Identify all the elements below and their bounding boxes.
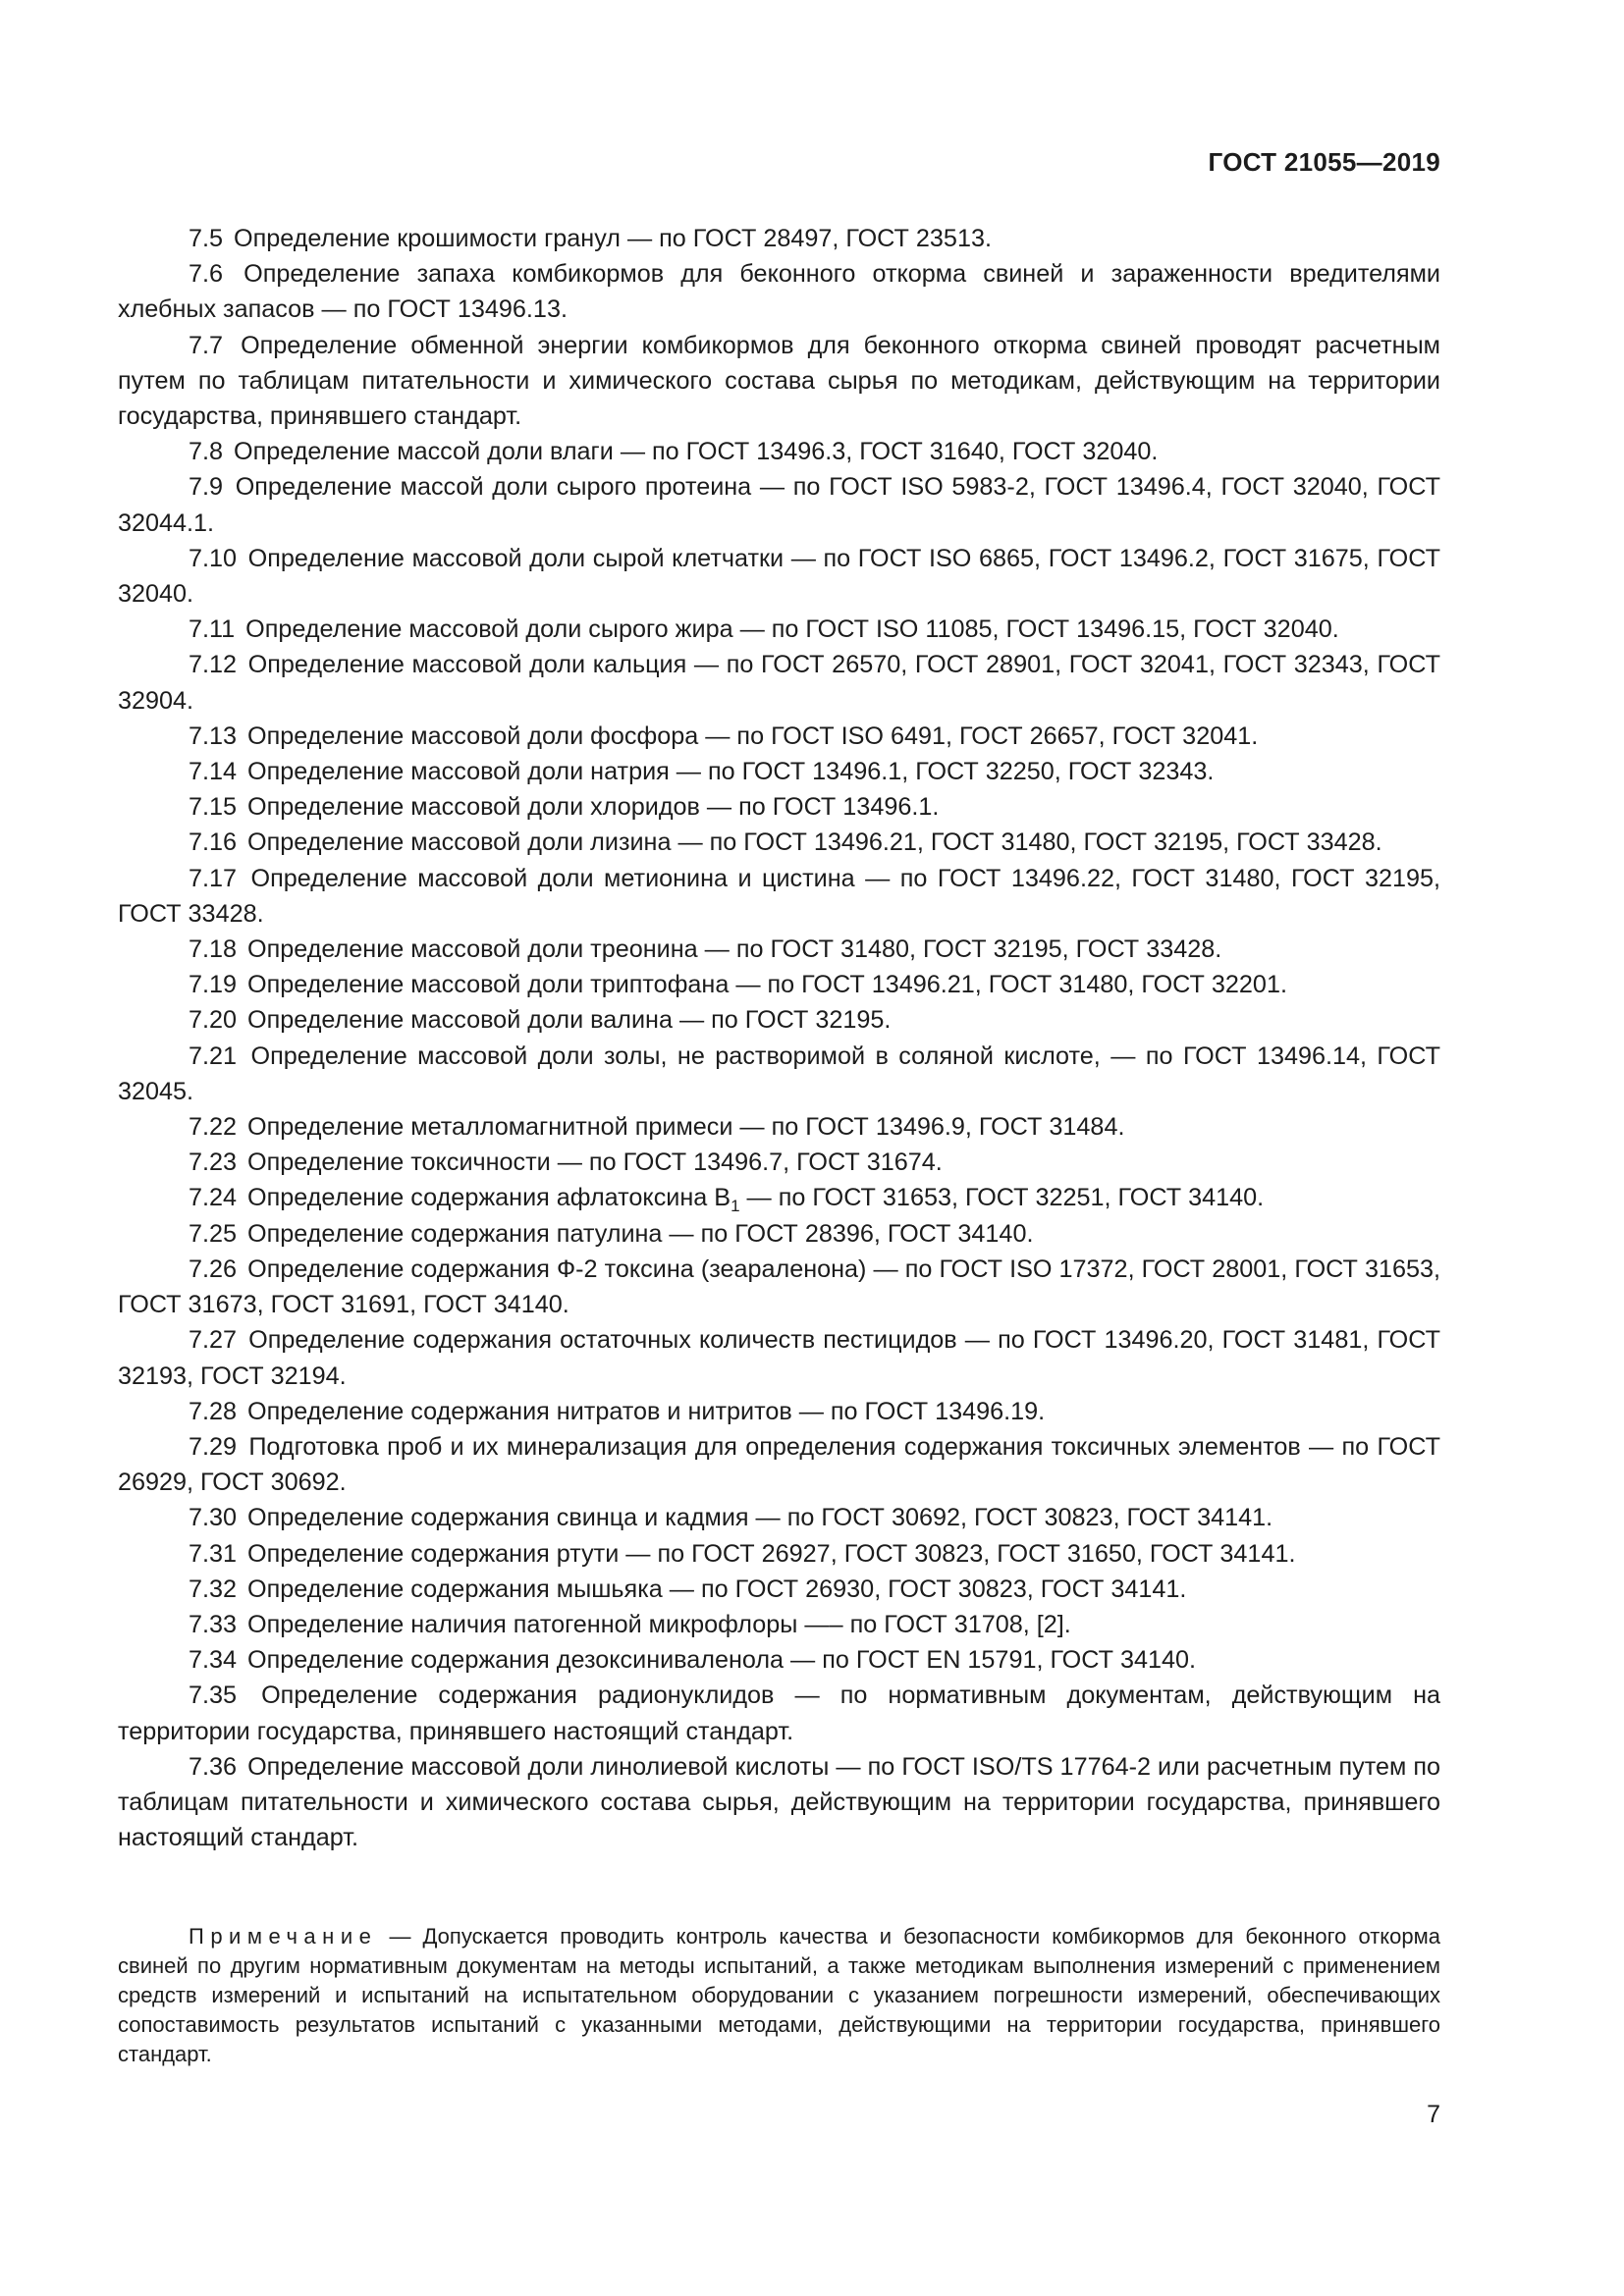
clause-7-20 [118, 1002, 1440, 1038]
clause-7-35 [118, 1678, 1440, 1748]
clause-text: Определение содержания нитратов и нитритов — по ГОСТ 13496.19. [247, 1397, 1046, 1425]
clause-7-26 [118, 1252, 1440, 1322]
clause-text: Определение крошимости гранул — по ГОСТ 28497, ГОСТ 23513. [234, 225, 992, 252]
clause-text: Определение массовой доли сырого жира — по ГОСТ ISO 11085, ГОСТ 13496.15, ГОСТ 32040. [245, 615, 1339, 644]
clause-text: Определение массовой доли хлоридов — по ГОСТ 13496.1. [247, 793, 940, 822]
clause-text: Определение запаха комбикормов для беконного откорма свиней и зараженности вредителями хлебных запасов — по ГОСТ 13496.13. [118, 260, 1440, 324]
clause-7-16 [118, 825, 1440, 860]
clause-text: Определение массовой доли лизина — по ГОСТ 13496.21, ГОСТ 31480, ГОСТ 32195, ГОСТ 33428. [247, 828, 1382, 857]
clause-text: Определение содержания остаточных количеств пестицидов — по ГОСТ 13496.20, ГОСТ 31481, ГОСТ 32193, ГОСТ 32194. [118, 1326, 1440, 1390]
clause-number: 7.21 [189, 1041, 238, 1070]
clause-number: 7.30 [189, 1504, 238, 1532]
clause-text: Определение содержания мышьяка — по ГОСТ 26930, ГОСТ 30823, ГОСТ 34141. [247, 1575, 1187, 1603]
clause-7-30 [118, 1500, 1440, 1535]
clause-text: Определение массовой доли линолиевой кислоты — по ГОСТ ISO/TS 17764-2 или расчетным путем по таблицам питательности и химического состава сырья, действующим на территории государства, принявшего настоящий стандарт. [118, 1752, 1441, 1852]
clause-number: 7.28 [189, 1397, 238, 1425]
clause-number: 7.22 [189, 1113, 238, 1142]
page-number: 7 [1427, 2101, 1440, 2128]
clause-text: Определение содержания свинца и кадмия — по ГОСТ 30692, ГОСТ 30823, ГОСТ 34141. [247, 1504, 1273, 1532]
document-body [118, 221, 1440, 1855]
clause-number: 7.10 [189, 544, 238, 572]
document-code-header: ГОСТ 21055—2019 [1208, 147, 1440, 177]
clause-text: Определение содержания дезоксиниваленола — по ГОСТ EN 15791, ГОСТ 34140. [247, 1646, 1197, 1675]
clause-text: Определение массовой доли валина — по ГОСТ 32195. [247, 1006, 892, 1035]
clause-number: 7.23 [189, 1148, 238, 1177]
clause-number: 7.26 [189, 1255, 238, 1283]
clause-number: 7.6 [189, 260, 224, 289]
clause-7-28 [118, 1394, 1440, 1429]
clause-7-31 [118, 1536, 1440, 1572]
clause-7-10 [118, 541, 1440, 612]
clause-text: Определение массовой доли натрия — по ГОСТ 13496.1, ГОСТ 32250, ГОСТ 32343. [247, 758, 1215, 786]
clause-text: Определение содержания ртути — по ГОСТ 26927, ГОСТ 30823, ГОСТ 31650, ГОСТ 34141. [247, 1539, 1296, 1568]
clause-text: Определение содержания афлатоксина B [247, 1184, 731, 1212]
note-block [118, 1922, 1440, 2069]
clause-7-22 [118, 1109, 1440, 1145]
clause-7-5 [118, 221, 1440, 256]
clause-7-27 [118, 1322, 1440, 1393]
note-text: — Допускается проводить контроль качества и безопасности комбикормов для беконного откорма свиней по другим нормативным документам на методы испытаний, а также методикам выполнения измерений с применением средств измерений и испытаний на испытательном оборудовании с указанием погрешности измерений, обеспечивающих сопоставимость результатов испытаний с указанными методами, действующими на территории государства, принявшего стандарт. [118, 1924, 1440, 2066]
clause-text: Определение содержания патулина — по ГОСТ 28396, ГОСТ 34140. [247, 1219, 1034, 1248]
clause-7-11 [118, 612, 1440, 647]
clause-7-25 [118, 1216, 1440, 1252]
clause-number: 7.33 [189, 1610, 238, 1638]
clause-7-36 [118, 1749, 1440, 1856]
clause-text: Определение обменной энергии комбикормов для беконного откорма свиней проводят расчетным путем по таблицам питательности и химического состава сырья по методикам, действующим на территории государства, принявшего стандарт. [118, 331, 1440, 431]
clause-7-15 [118, 789, 1440, 825]
clause-number: 7.34 [189, 1646, 238, 1675]
clause-number: 7.27 [189, 1326, 238, 1355]
clause-number: 7.20 [189, 1006, 238, 1035]
note-label: Примечание [189, 1924, 378, 1949]
clause-7-21 [118, 1039, 1440, 1109]
clause-7-9 [118, 469, 1440, 540]
clause-7-6 [118, 256, 1440, 327]
clause-7-14 [118, 754, 1440, 789]
clause-text: Подготовка проб и их минерализация для определения содержания токсичных элементов — по ГОСТ 26929, ГОСТ 30692. [118, 1432, 1441, 1497]
clause-text: Определение массовой доли кальция — по ГОСТ 26570, ГОСТ 28901, ГОСТ 32041, ГОСТ 32343, ГОСТ 32904. [118, 651, 1440, 715]
clause-text: Определение массовой доли фосфора — по ГОСТ ISO 6491, ГОСТ 26657, ГОСТ 32041. [247, 721, 1259, 750]
clause-number: 7.25 [189, 1219, 238, 1248]
clause-number: 7.31 [189, 1539, 238, 1568]
clause-number: 7.14 [189, 758, 238, 786]
clause-number: 7.15 [189, 793, 238, 822]
clause-number: 7.36 [189, 1752, 238, 1781]
clause-7-12 [118, 647, 1440, 718]
clause-number: 7.17 [189, 864, 238, 892]
clause-7-32 [118, 1572, 1440, 1607]
clause-number: 7.32 [189, 1575, 238, 1603]
clause-text: Определение массовой доли метионина и цистина — по ГОСТ 13496.22, ГОСТ 31480, ГОСТ 32195, ГОСТ 33428. [118, 864, 1440, 928]
clause-7-33 [118, 1607, 1440, 1642]
clause-7-23 [118, 1145, 1440, 1180]
clause-text: Определение массовой доли триптофана — по ГОСТ 13496.21, ГОСТ 31480, ГОСТ 32201. [247, 971, 1287, 999]
clause-7-19 [118, 967, 1440, 1002]
subscript: 1 [731, 1197, 740, 1216]
clause-text: Определение содержания Ф-2 токсина (зеараленона) — по ГОСТ ISO 17372, ГОСТ 28001, ГОСТ 31653, ГОСТ 31673, ГОСТ 31691, ГОСТ 34140. [118, 1255, 1441, 1319]
clause-text: Определение токсичности — по ГОСТ 13496.7, ГОСТ 31674. [247, 1148, 943, 1177]
clause-text: Определение содержания радионуклидов — по нормативным документам, действующим на территории государства, принявшего настоящий стандарт. [118, 1682, 1440, 1745]
clause-number: 7.29 [189, 1432, 238, 1461]
clause-number: 7.13 [189, 721, 238, 750]
clause-7-34 [118, 1642, 1440, 1678]
clause-number: 7.8 [189, 438, 224, 466]
clause-number: 7.11 [189, 615, 236, 644]
clause-number: 7.12 [189, 651, 238, 679]
clause-text: Определение массовой доли треонина — по ГОСТ 31480, ГОСТ 32195, ГОСТ 33428. [247, 935, 1222, 964]
clause-number: 7.35 [189, 1682, 238, 1710]
clause-7-8 [118, 434, 1440, 469]
clause-7-13 [118, 719, 1440, 754]
clause-text-continued: — по ГОСТ 31653, ГОСТ 32251, ГОСТ 34140. [739, 1184, 1265, 1212]
clause-7-17 [118, 861, 1440, 932]
clause-number: 7.7 [189, 331, 224, 359]
clause-text: Определение массой доли влаги — по ГОСТ 13496.3, ГОСТ 31640, ГОСТ 32040. [234, 438, 1159, 466]
clause-number: 7.9 [189, 473, 224, 502]
clause-7-24 [118, 1180, 1440, 1215]
clause-text: Определение наличия патогенной микрофлоры —– по ГОСТ 31708, [2]. [247, 1610, 1071, 1638]
clause-7-7 [118, 328, 1440, 435]
clause-number: 7.24 [189, 1184, 238, 1212]
clause-number: 7.16 [189, 828, 238, 857]
clause-number: 7.19 [189, 971, 238, 999]
clause-7-29 [118, 1429, 1440, 1500]
clause-7-18 [118, 932, 1440, 967]
clause-number: 7.5 [189, 225, 224, 252]
clause-text: Определение массовой доли сырой клетчатки — по ГОСТ ISO 6865, ГОСТ 13496.2, ГОСТ 31675, ГОСТ 32040. [118, 544, 1440, 609]
clause-text: Определение металломагнитной примеси — по ГОСТ 13496.9, ГОСТ 31484. [247, 1113, 1125, 1142]
clause-text: Определение массой доли сырого протеина — по ГОСТ ISO 5983-2, ГОСТ 13496.4, ГОСТ 32040, ГОСТ 32044.1. [118, 473, 1440, 537]
clause-number: 7.18 [189, 935, 238, 964]
clause-text: Определение массовой доли золы, не растворимой в соляной кислоте, — по ГОСТ 13496.14, ГОСТ 32045. [118, 1041, 1440, 1105]
